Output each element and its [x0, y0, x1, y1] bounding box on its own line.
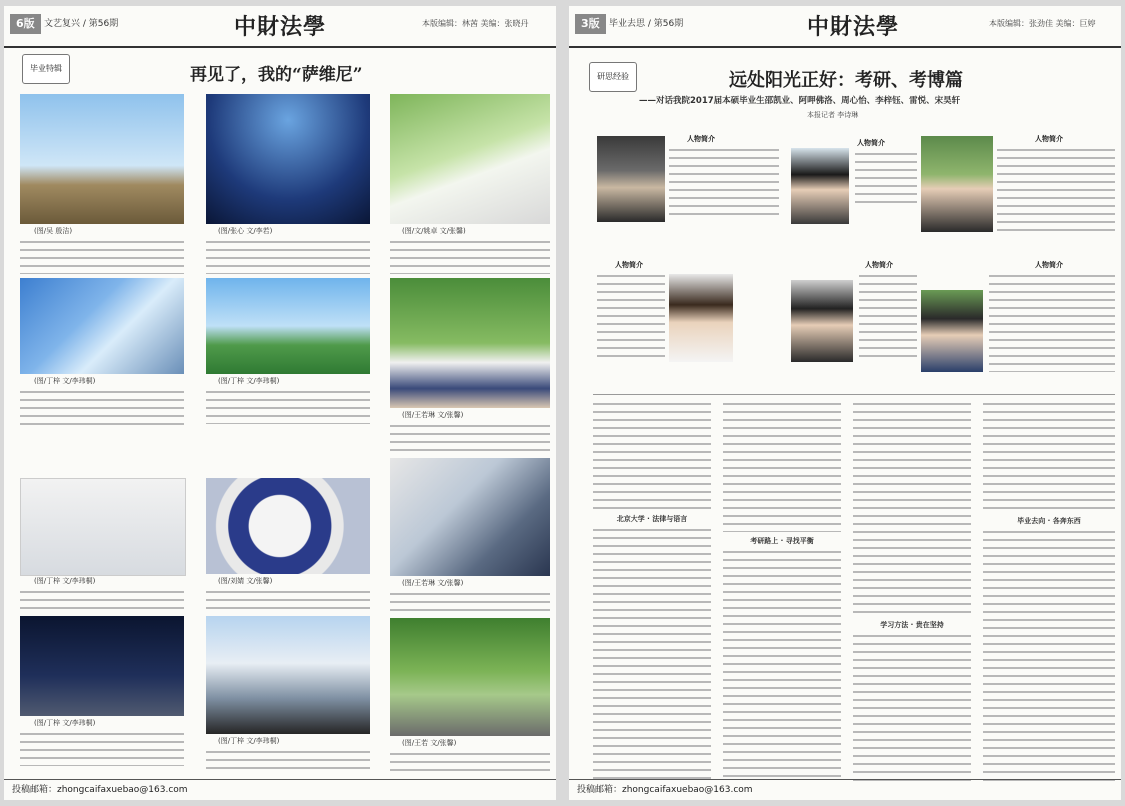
submission-email: 投稿邮箱：zhongcaifaxuebao@163.com [12, 785, 188, 795]
profile-heading: 人物简介 [865, 261, 893, 269]
divider [593, 394, 1115, 395]
text-block [20, 388, 184, 428]
text-block [20, 238, 184, 274]
article-subtitle: ——对话我院2017届本硕毕业生邵凯业、阿呷佛洛、周心怡、李梓钰、雷悦、宋昊轩 [639, 96, 961, 106]
profile-heading: 人物简介 [857, 139, 885, 147]
article-text [593, 526, 711, 782]
photo-trees-building [390, 94, 550, 224]
profile-heading: 人物简介 [1035, 135, 1063, 143]
text-block [206, 388, 370, 424]
photo-buildings [20, 278, 184, 374]
portrait-lei-yue [791, 280, 853, 362]
subheading: 北京大学 · 法律与语言 [616, 515, 688, 523]
article-title: 再见了，我的“萨维尼” [190, 65, 363, 85]
photo-caption: (图/丁梓 文/李玮桐) [218, 377, 280, 385]
photo-caption: (图/丁梓 文/李玮桐) [34, 377, 96, 385]
right-header [569, 6, 1121, 48]
photo-caption: (图/吴 殷洁) [34, 227, 73, 235]
profile-heading: 人物简介 [687, 135, 715, 143]
photo-football [206, 478, 370, 574]
photo-caption: (图/王若琳 文/张馨) [402, 411, 464, 419]
profile-text [855, 150, 917, 206]
column-logo: 研思经验 [589, 62, 637, 92]
column-logo: 毕业特辑 [22, 54, 70, 84]
right-footer [569, 779, 1121, 800]
profile-text [989, 272, 1115, 372]
subheading: 学习方法 · 贵在坚持 [880, 621, 944, 629]
photo-caption: (图/王若琳 文/张馨) [402, 579, 464, 587]
left-page [4, 6, 556, 800]
left-footer [4, 779, 556, 800]
profile-text [669, 146, 779, 216]
text-block [390, 238, 550, 274]
text-block [206, 588, 370, 612]
text-block [20, 588, 184, 612]
article-text [983, 528, 1115, 782]
right-page [569, 6, 1121, 800]
photo-caption: (图/丁梓 文/李玮桐) [218, 737, 280, 745]
masthead: 中財法學 [234, 14, 327, 40]
photo-caption: (图/丁梓 文/李玮桐) [34, 719, 96, 727]
text-block [390, 750, 550, 774]
subheading: 毕业去向 · 各奔东西 [1017, 517, 1081, 525]
editors-credit: 本版编辑：张劲佳 美编：巨婷 [989, 19, 1096, 28]
left-header [4, 6, 556, 48]
masthead: 中財法學 [807, 14, 900, 40]
submission-email: 投稿邮箱：zhongcaifaxuebao@163.com [577, 785, 753, 795]
photo-bicycle [390, 618, 550, 736]
portrait-song-haoxuan [921, 290, 983, 372]
article-text [983, 400, 1115, 512]
profile-text [597, 272, 665, 362]
text-block [20, 730, 184, 766]
photo-graduates [206, 616, 370, 734]
photo-atrium [20, 478, 186, 576]
profile-text [997, 146, 1115, 232]
section-label: 毕业去思 / 第56期 [609, 19, 684, 29]
photo-caption: (图/王若 文/张馨) [402, 739, 457, 747]
text-block [390, 422, 550, 454]
photo-night-sky [206, 94, 370, 224]
article-title: 远处阳光正好：考研、考博篇 [729, 70, 963, 91]
edition-tag: 3版 [575, 14, 606, 34]
article-text [593, 400, 711, 510]
text-block [206, 748, 370, 772]
portrait-li-ziyu [669, 274, 733, 362]
article-text [723, 548, 841, 782]
article-text [723, 400, 841, 532]
photo-caption: (图/丁梓 文/李玮桐) [34, 577, 96, 585]
photo-stadium [206, 278, 370, 374]
byline: 本报记者 李诗琳 [807, 111, 859, 119]
photo-classroom [390, 458, 550, 576]
article-text [853, 632, 971, 782]
photo-night-building [20, 616, 184, 716]
portrait-axia-foluo [791, 148, 849, 224]
photo-campus-gate [20, 94, 184, 224]
photo-group-girls [390, 278, 550, 408]
section-label: 文艺复兴 / 第56期 [44, 19, 119, 29]
editors-credit: 本版编辑：林茜 美编：张晓丹 [422, 19, 529, 28]
profile-text [859, 272, 917, 362]
subheading: 考研路上 · 寻找平衡 [750, 537, 814, 545]
text-block [206, 238, 370, 274]
text-block [390, 590, 550, 614]
photo-caption: (图/刘婧 文/张馨) [218, 577, 273, 585]
photo-caption: (图/文/姚卓 文/张馨) [402, 227, 466, 235]
profile-heading: 人物简介 [615, 261, 643, 269]
edition-tag: 6版 [10, 14, 41, 34]
profile-heading: 人物简介 [1035, 261, 1063, 269]
article-text [853, 400, 971, 616]
photo-caption: (图/张心 文/李若) [218, 227, 273, 235]
portrait-zhou-xinyi [921, 136, 993, 232]
portrait-shao-kaiye [597, 136, 665, 222]
